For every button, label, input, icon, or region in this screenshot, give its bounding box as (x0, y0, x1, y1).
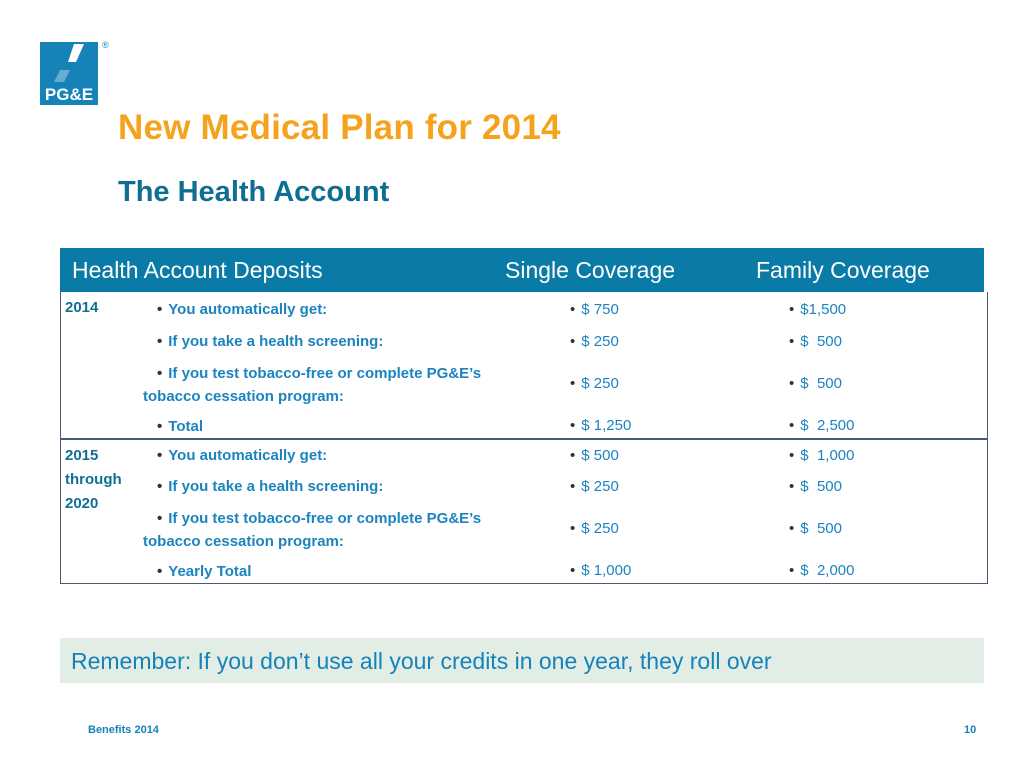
section-year (65, 296, 145, 320)
single-value: • $ 250 (570, 478, 619, 495)
registered-mark: ® (102, 40, 109, 50)
section-2014 (61, 292, 987, 440)
row-description: • If you take a health screening: (157, 478, 384, 495)
header-deposits: Health Account Deposits (72, 257, 323, 283)
year-line: through (65, 471, 122, 488)
row-description: • Yearly Total (157, 563, 252, 580)
footer-label: Benefits 2014 (88, 724, 159, 736)
family-value: • $ 500 (789, 478, 842, 495)
logo-text: PG&E (44, 85, 94, 104)
row-description: • If you test tobacco-free or complete PG&E’s tobacco cessation program: (143, 365, 482, 405)
table-header (60, 248, 984, 292)
row-description: • Total (157, 418, 203, 435)
family-value: • $ 500 (789, 375, 842, 392)
reminder-banner: Remember: If you don’t use all your credits in one year, they roll over (60, 638, 984, 683)
page-title: New Medical Plan for 2014 (118, 108, 561, 147)
family-value: • $1,500 (789, 301, 847, 318)
year-line: 2015 (65, 447, 99, 464)
family-value: • $ 500 (789, 520, 842, 537)
bullet: • (157, 301, 163, 318)
header-family: Family Coverage (756, 257, 930, 283)
section-year (65, 444, 145, 516)
header-single: Single Coverage (505, 257, 676, 283)
single-value: • $ 750 (570, 301, 619, 318)
family-value: • $ 2,000 (789, 562, 855, 579)
section-2015-2020 (61, 440, 987, 584)
family-value: • $ 1,000 (789, 447, 855, 464)
family-value: • $ 500 (789, 333, 842, 350)
single-value: • $ 250 (570, 333, 619, 350)
family-value: • $ 2,500 (789, 417, 855, 434)
single-value: • $ 500 (570, 447, 619, 464)
year-line: 2014 (65, 299, 99, 316)
row-description: • If you test tobacco-free or complete PG&E’s tobacco cessation program: (143, 510, 482, 550)
year-line: 2020 (65, 495, 99, 512)
single-value: • $ 1,250 (570, 417, 632, 434)
page-number: 10 (964, 724, 977, 736)
page-subtitle: The Health Account (118, 176, 390, 208)
pge-logo (40, 42, 98, 105)
row-description: • You automatically get: (157, 447, 328, 464)
row-description: • You automatically get: (157, 301, 328, 318)
single-value: • $ 1,000 (570, 562, 632, 579)
single-value: • $ 250 (570, 375, 619, 392)
row-description: • If you take a health screening: (157, 333, 384, 350)
single-value: • $ 250 (570, 520, 619, 537)
deposits-table (60, 292, 988, 584)
